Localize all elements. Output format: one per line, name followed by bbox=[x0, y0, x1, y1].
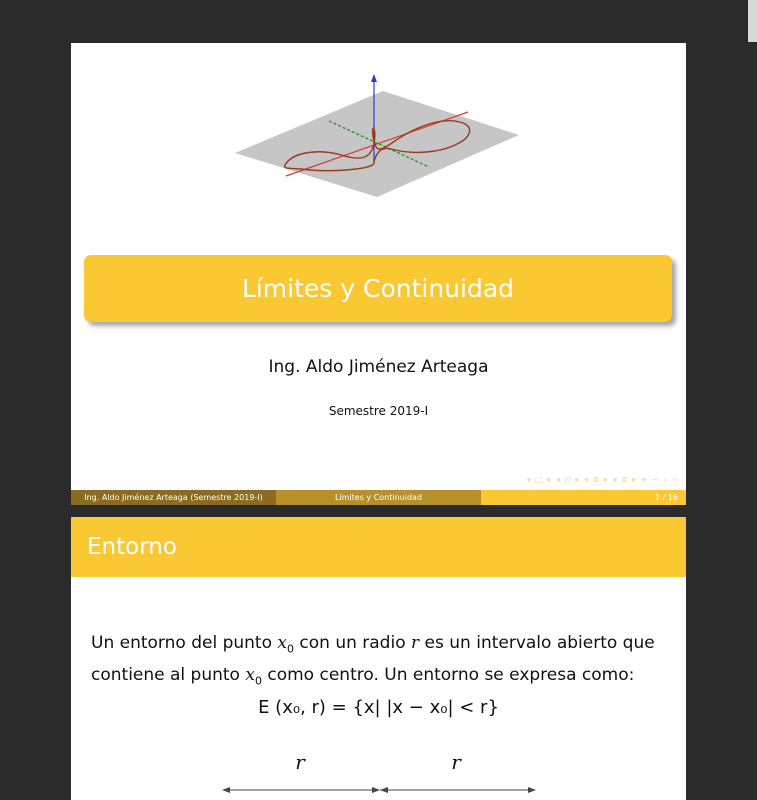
footer-title: Límites y Continuidad bbox=[276, 490, 481, 505]
arrowhead-icon bbox=[380, 787, 388, 793]
slide-footer bbox=[71, 490, 686, 505]
entorno-slide bbox=[71, 517, 686, 800]
frame-title: Entorno bbox=[71, 517, 686, 577]
arrowhead-icon bbox=[372, 787, 380, 793]
left-r-label: r bbox=[295, 750, 305, 774]
title-slide bbox=[71, 43, 686, 505]
beamer-nav-symbols[interactable]: ◂ □ ▸ ◂ ⊡ ▸ ◂ ≣ ▸ ◂ ≣ ▸ ≡ ∽ ⌕ ∾ bbox=[526, 475, 680, 484]
arrowhead-icon bbox=[528, 787, 536, 793]
right-r-label: r bbox=[451, 750, 461, 774]
date: Semestre 2019-I bbox=[328, 404, 429, 418]
author: Ing. Aldo Jiménez Arteaga bbox=[268, 357, 489, 377]
presentation-title-box bbox=[84, 255, 672, 322]
definition-paragraph bbox=[91, 630, 671, 695]
var-r: r bbox=[411, 633, 420, 653]
arrowhead-icon bbox=[222, 787, 230, 793]
footer-page: 1 / 16 bbox=[481, 490, 686, 505]
var-x: x bbox=[277, 633, 287, 653]
scrollbar-thumb[interactable] bbox=[748, 0, 757, 42]
var-x: x bbox=[245, 665, 255, 686]
text-segment: es un intervalo abierto que contiene al punto bbox=[91, 633, 655, 686]
z-arrow-icon bbox=[371, 74, 377, 82]
text-segment: con un radio bbox=[293, 633, 411, 653]
subscript: 0 bbox=[286, 642, 294, 656]
3d-curve-figure bbox=[71, 43, 686, 243]
text-segment: como centro. Un entorno se expresa como: bbox=[261, 665, 635, 686]
neighborhood-formula: E (x₀, r) = {x| |x − x₀| < r} bbox=[258, 697, 499, 718]
text-segment: Un entorno del punto bbox=[91, 633, 278, 653]
presentation-title: Límites y Continuidad bbox=[241, 274, 515, 303]
footer-author: Ing. Aldo Jiménez Arteaga (Semestre 2019-I) bbox=[71, 490, 276, 505]
radius-diagram bbox=[71, 745, 686, 800]
subscript: 0 bbox=[254, 674, 262, 688]
